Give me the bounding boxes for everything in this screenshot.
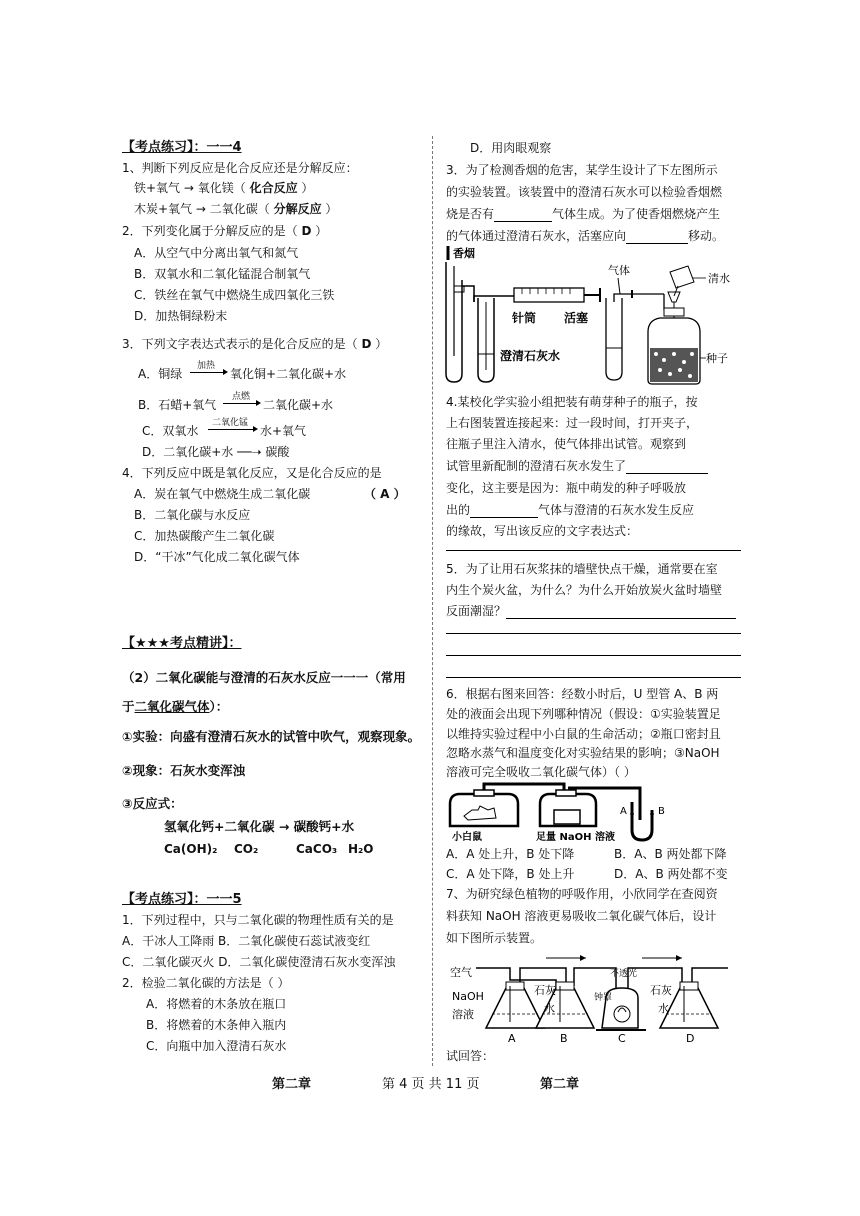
r3-line4-b: 移动。 [688, 229, 725, 243]
q1b-answer: 分解反应 [273, 202, 322, 216]
r4-line1: 4.某校化学实验小组把装有萌芽种子的瓶子，按 [446, 395, 698, 409]
q2-option-b: B．双氧水和二氧化锰混合制氧气 [134, 267, 311, 281]
q2d-option: D．用肉眼观察 [470, 141, 552, 155]
air-label: 空气 [450, 966, 472, 979]
q2-text [122, 223, 327, 239]
r4-line4 [446, 458, 708, 474]
section-5-title: 【考点练习】：一一5 [122, 892, 242, 907]
naoh-bottle-cap [556, 790, 576, 796]
word-equation-right: 碳酸钙+水 [289, 819, 355, 834]
opaque-label: 不透光 [610, 969, 638, 979]
word-equation [164, 819, 354, 835]
section-4-title: 【考点练习】：一一4 [122, 140, 242, 155]
flask-b-stopper [556, 982, 574, 990]
water-label: 清水 [708, 272, 730, 285]
point-2-underlined: 二氧化碳气体 [134, 699, 210, 714]
s2-option-c: C．向瓶中加入澄清石灰水 [146, 1039, 287, 1053]
experiment-line: ①实验：向盛有澄清石灰水的试管中吹气，观察现象。 [122, 729, 421, 744]
seed-bottle-figure [604, 262, 744, 390]
receiving-test-tube [606, 298, 622, 380]
bottle-stopper [664, 308, 684, 316]
r4-line6-a: 出的 [446, 503, 471, 517]
r4-line6-b: 气体与澄清的石灰水发生反应 [538, 503, 695, 517]
solution-label: 溶液 [452, 1008, 474, 1021]
gas-pointer [618, 278, 620, 294]
q2-option-c: C．铁丝在氧气中燃烧生成四氧化三铁 [134, 288, 335, 302]
lime-d-label-1: 石灰 [650, 984, 672, 997]
gas-label: 气体 [608, 264, 630, 277]
s1-text: 1．下列过程中，只与二氧化碳的物理性质有关的是 [122, 913, 394, 927]
q1b [134, 201, 337, 217]
lime-b-label-1: 石灰 [534, 984, 556, 997]
q3-end: ） [371, 337, 388, 351]
q1a-left: 铁+氧气 [134, 181, 184, 195]
q1b-right: 二氧化碳（ [205, 202, 274, 216]
r5-line1: 5．为了让用石灰浆抹的墙壁快点干燥，通常要在室 [446, 562, 718, 576]
phenomenon-line: ②现象：石灰水变浑浊 [122, 763, 246, 778]
q4-option-d: D．“干冰”气化成二氧化碳气体 [134, 550, 300, 564]
r3-line1: 3．为了检测香烟的危害，某学生设计了下左图所示 [446, 163, 718, 177]
r6-line2: 处的液面会出现下列哪种情况（假设：①实验装置足 [446, 707, 721, 721]
lime-b-label-2: 水 [544, 1002, 555, 1015]
r4-line4-text: 试管里新配制的澄清石灰水发生了 [446, 459, 627, 473]
flow-arrow-head [580, 955, 586, 961]
r7-line1: 7、为研究绿色植物的呼吸作用，小欣同学在查阅资 [446, 887, 718, 901]
mouse-u-tube-figure [444, 780, 700, 844]
q4-text: 4．下列反应中既是氧化反应，又是化合反应的是 [122, 466, 382, 480]
answer-line[interactable] [446, 677, 741, 678]
seeds-label: 种子 [706, 352, 728, 365]
r6-line4: 忽略水蒸气和温度变化对实验结果的影响；③NaOH [446, 746, 720, 760]
answer-blank[interactable] [494, 221, 552, 222]
q2-stem: 2．下列变化属于分解反应的是（ [122, 224, 302, 238]
flask-d-stopper [680, 982, 698, 990]
r3-line3-a: 烧是否有 [446, 207, 495, 221]
point-2-prefix: 于 [122, 699, 135, 714]
label-d: D [686, 1032, 695, 1045]
syringe-barrel [514, 288, 584, 302]
r6-line5: 溶液可完全吸收二氧化碳气体）（ ） [446, 765, 636, 779]
connecting-tube [484, 784, 564, 794]
q2-answer: D [301, 224, 312, 238]
reaction-arrow-icon [223, 403, 259, 404]
r6-option-a: A．A 处上升，B 处下降 [446, 847, 575, 861]
q4-answer: （ A ） [364, 487, 406, 501]
formula-h2o: H₂O [348, 842, 374, 856]
r7-line2: 料获知 NaOH 溶液更易吸收二氧化碳气体后，设计 [446, 909, 717, 923]
answer-line[interactable] [446, 550, 741, 551]
footer-page-number: 第 4 页 共 11 页 [382, 1077, 480, 1092]
cigarette-apparatus-figure [444, 246, 604, 386]
q1a-answer: 化合反应 [249, 181, 298, 195]
r7-line3: 如下图所示装置。 [446, 931, 543, 945]
answer-blank[interactable] [626, 243, 688, 244]
r3-line2: 的实验装置。该装置中的澄清石灰水可以检验香烟燃 [446, 185, 723, 199]
funnel-cone [668, 292, 680, 302]
r3-line3-b: 气体生成。为了使香烟燃烧产生 [552, 207, 721, 221]
syringe-label: 针筒 [512, 311, 537, 325]
column-divider [432, 136, 434, 1066]
s1-options-ab: A．干冰人工降雨 B．二氧化碳使石蕊试液变红 [122, 934, 371, 948]
r3-line4 [446, 228, 724, 244]
q3-option-b-condition: 点燃 [232, 392, 251, 402]
answer-blank[interactable] [626, 473, 708, 474]
naoh-label: 足量 NaOH 溶液 [536, 832, 615, 843]
arrow-icon: → [183, 181, 194, 195]
r5-line2: 内生个炭火盆，为什么？为什么开始放炭火盆时墙壁 [446, 583, 723, 597]
equation-label: ③反应式： [122, 796, 183, 811]
point-2-suffix: ）： [209, 699, 229, 714]
arrow-icon: → [195, 202, 206, 216]
lime-water-label: 澄清石灰水 [500, 349, 561, 363]
q1a [134, 180, 313, 196]
answer-line[interactable] [446, 633, 741, 634]
q3-option-d: D．二氧化碳+水 ──➝ 碳酸 [142, 445, 290, 459]
naoh-label: NaOH [452, 990, 484, 1003]
key-points-title: 【★★★考点精讲】： [122, 636, 242, 651]
r4-line5: 变化，这主要是因为：瓶中萌发的种子呼吸放 [446, 481, 687, 495]
lime-d-label-2: 水 [658, 1002, 669, 1015]
reaction-arrow-icon [190, 372, 226, 373]
mouse-label: 小白鼠 [452, 832, 482, 843]
r6-option-c: C．A 处下降，B 处上升 [446, 867, 575, 881]
q4-option-c: C．加热碳酸产生二氧化碳 [134, 529, 275, 543]
q2-option-a: A．从空气中分离出氧气和氮气 [134, 246, 299, 260]
q3-option-c-left: C．双氧水 [142, 424, 199, 438]
r4-line2: 上右图装置连接起来：过一段时间，打开夹子， [446, 416, 699, 430]
mouse-bottle-cap [474, 790, 494, 796]
r6-line3: 以维持实验过程中小白鼠的生命活动；②瓶口密封且 [446, 727, 721, 741]
point-2-line1: （2）二氧化碳能与澄清的石灰水反应一一一（常用 [122, 670, 406, 685]
q3-option-b-right: 二氧化碳+水 [263, 398, 334, 412]
s2-text: 2．检验二氧化碳的方法是（ ） [122, 976, 290, 990]
r6-option-b: B．A、B 两处都下降 [614, 847, 727, 861]
q1a-right: 氧化镁（ [193, 181, 250, 195]
q2-end: ） [311, 224, 328, 238]
label-a: A [508, 1032, 516, 1045]
label-b: B [560, 1032, 568, 1045]
q1b-end: ） [321, 202, 338, 216]
r3-line3 [446, 206, 720, 222]
water-beaker [670, 266, 694, 288]
u-tube-label-b: B [658, 806, 665, 817]
plunger-label: 活塞 [564, 311, 589, 325]
q3-option-a-left: A．铜绿 [138, 367, 183, 381]
q3-option-a-right: 氧化铜+二氧化碳+水 [230, 367, 347, 381]
r4-line6 [446, 502, 694, 518]
q4-option-a: A．炭在氧气中燃烧生成二氧化碳 [134, 487, 311, 501]
r6-line1: 6．根据右图来回答：经数小时后，U 型管 A、B 两 [446, 687, 719, 701]
formula-caco3: CaCO₃ [296, 842, 338, 856]
respiration-apparatus-figure [446, 950, 732, 1046]
r5-line3-text: 反面潮湿？ [446, 604, 507, 618]
answer-blank[interactable] [506, 618, 736, 619]
s2-option-b: B．将燃着的木条伸入瓶内 [146, 1018, 287, 1032]
flask-a-stopper [506, 982, 524, 990]
answer-blank[interactable] [470, 517, 538, 518]
label-c: C [618, 1032, 626, 1045]
reaction-arrow-icon [208, 429, 256, 430]
r4-line3: 往瓶子里注入清水，使气体排出试管。观察到 [446, 437, 687, 451]
bell-jar-label: 钟罩 [594, 993, 613, 1003]
arrow-icon: → [278, 819, 290, 834]
s2-option-a: A．将燃着的木条放在瓶口 [146, 997, 287, 1011]
footer-right-chapter: 第二章 [540, 1077, 580, 1092]
q3-text [122, 336, 387, 352]
s1-options-cd: C．二氧化碳灭火 D．二氧化碳使澄清石灰水变浑浊 [122, 955, 396, 969]
q3-option-b-left: B．石蜡+氧气 [138, 398, 217, 412]
footer-left-chapter: 第二章 [272, 1077, 312, 1092]
q1-text: 1、判断下列反应是化合反应还是分解反应： [122, 161, 358, 175]
answer-line[interactable] [446, 655, 741, 656]
naoh-beaker [554, 810, 580, 824]
word-equation-left: 氢氧化钙+二氧化碳 [164, 819, 279, 834]
formula-co2: CO₂ [234, 842, 259, 856]
q3-stem: 3．下列文字表达式表示的是化合反应的是（ [122, 337, 362, 351]
r3-line4-a: 的气体通过澄清石灰水，活塞应向 [446, 229, 627, 243]
point-2-line2 [122, 699, 228, 715]
q3-answer: D [361, 337, 372, 351]
q4-option-b: B．二氧化碳与水反应 [134, 508, 251, 522]
q2-option-d: D．加热铜绿粉末 [134, 309, 228, 323]
formula-caoh2: Ca(OH)₂ [164, 842, 218, 856]
ask-label: 试回答： [446, 1049, 495, 1063]
r4-line7: 的缘故，写出该反应的文字表达式： [446, 524, 639, 538]
q3-option-c-right: 水+氧气 [260, 424, 307, 438]
q3-option-a-condition: 加热 [197, 361, 216, 371]
cigarette-label: 香烟 [453, 247, 475, 260]
r5-line3 [446, 603, 736, 619]
q1a-end: ） [297, 181, 314, 195]
q1b-left: 木炭+氧气 [134, 202, 196, 216]
flow-arrow-head [676, 955, 682, 961]
q3-option-c-condition: 二氧化锰 [212, 418, 249, 428]
u-tube-label-a: A [620, 806, 627, 817]
r6-option-d: D．A、B 两处都不变 [614, 867, 728, 881]
u-tube [632, 802, 652, 840]
